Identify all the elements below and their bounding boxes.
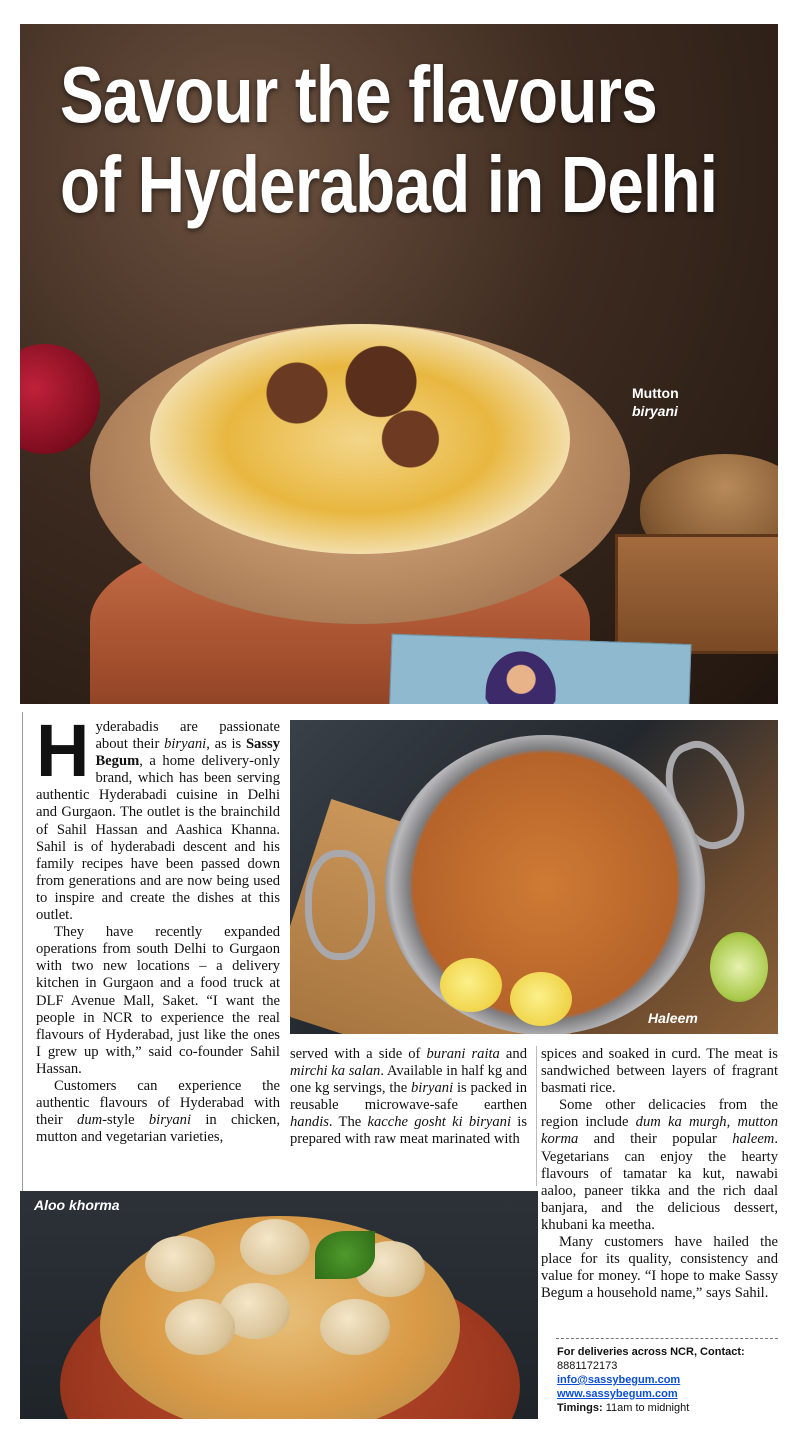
hero-photo-mutton-biryani [20,24,778,704]
text-run-italic: kacche gosht ki biryani [367,1114,512,1131]
lemon-slice [440,958,502,1012]
brand-name-bold: Sassy Begum [95,736,281,770]
contact-email-link[interactable]: info@sassybegum.com [557,1374,681,1386]
caption-aloo-khorma: Aloo khorma [34,1197,120,1213]
drop-cap: H [36,709,90,792]
caption-mutton-line-2: biryani [632,403,678,419]
contact-box [557,1345,779,1415]
article-paragraph-col3-2 [541,1097,778,1234]
column-divider-2 [536,1046,537,1186]
red-flower-decoration [20,344,100,454]
article-paragraph-col2 [290,1046,527,1149]
text-run: , as is [206,736,246,753]
text-run: yderabadis are passionate about their [95,719,280,753]
headline-line-1: Savour the flavours [60,50,657,139]
aloo-dumpling [145,1236,215,1292]
lemon-slice [510,972,572,1026]
text-run-italic: biryani [411,1080,454,1097]
timings-value: 11am to midnight [602,1402,690,1414]
article-paragraph-2: They have recently expanded operations from south Delhi to Gurgaon with two new locations – a delivery kitchen in Gurgaon and a food truck at DLF Avenue Mall, Saket. “I want the people in NCR to experience the real flavours of Hyderabad, just like the ones I grew up with,” said co-founder Sahil Hassan. [36,924,280,1077]
aloo-dumpling [165,1299,235,1355]
text-run: , [726,1114,738,1131]
contact-website-link[interactable]: www.sassybegum.com [557,1388,678,1400]
article-paragraph-1 [36,709,281,924]
headline-line-2: of Hyderabad in Delhi [60,140,718,229]
photo-haleem [290,720,778,1034]
text-run: and [499,1046,527,1062]
brand-tag-card [389,634,692,704]
text-run: is prepared with raw meat marinated with [290,1114,528,1148]
article-column-3 [541,1046,778,1302]
caption-haleem: Haleem [648,1010,698,1026]
text-run: . Vegetarians can enjoy the hearty flavours of tamatar ka kut, nawabi aaloo, paneer tikka and the rich daal banjara, and the delicious dessert, khubani ka meetha. [541,1131,778,1233]
text-run-italic: biryani [148,1112,192,1129]
brand-tag-illustration [484,650,557,704]
wooden-crate [615,534,778,654]
timings-row [557,1402,689,1414]
contact-heading: For deliveries across NCR, Contact: [557,1346,745,1358]
text-run-italic: biryani [164,736,207,753]
caption-mutton-line-1: Mutton [632,385,679,401]
biryani-rice [150,324,570,554]
pot-handle-left [305,850,375,960]
text-run: served with a side of [290,1046,427,1062]
text-run: Some other delicacies from the region include [541,1097,778,1131]
contact-divider [556,1338,778,1339]
aloo-dumpling [320,1299,390,1355]
article-paragraph-3 [36,1078,280,1146]
text-run: is packed in reusable microwave-safe earthen [290,1080,527,1114]
text-run: -style [102,1112,149,1129]
text-run: and their popular [578,1131,733,1148]
text-run-italic: dum ka murgh [635,1114,727,1131]
article-paragraph-col3-3: Many customers have hailed the place for its quality, consistency and value for money. “I hope to make Sassy Begum a household name,” says Sahil. [541,1234,778,1302]
text-run-italic: burani raita [426,1046,500,1062]
article-column-1 [36,709,281,1146]
text-run-italic: haleem [732,1131,775,1148]
headline [60,50,718,230]
caption-mutton-biryani [632,384,679,420]
text-run: , a home delivery-only brand, which has been serving authentic Hyderabadi cuisine in Delhi and Gurgaon. The outlet is the brainchild of Sahil Hassan and Aashica Khanna. Sahil is of hyderabadi descent and his family recipes have been passed down from generations and are now being used to inspire and create the dishes at this outlet. [36,753,280,924]
text-run: in chicken, mutton and vegetarian varieties, [36,1112,280,1146]
mint-garnish [315,1231,375,1279]
lime-wedge [710,932,768,1002]
text-run: Customers can experience the authentic flavours of Hyderabad with their [36,1077,280,1129]
text-run-italic: mutton korma [541,1114,778,1148]
text-run-italic: dum [77,1112,103,1129]
article-paragraph-col3-1: spices and soaked in curd. The meat is sandwiched between layers of fragrant basmati rice. [541,1046,778,1097]
photo-aloo-khorma [20,1191,538,1419]
contact-phone: 8881172173 [557,1360,618,1372]
column-divider [22,712,23,1192]
article-column-2 [290,1046,527,1149]
text-run-italic: mirchi ka salan [290,1063,381,1080]
timings-label: Timings: [557,1402,603,1414]
text-run: . The [328,1114,368,1131]
text-run: . Available in half kg and one kg servings, the [290,1063,527,1097]
aloo-dumpling [240,1219,310,1275]
text-run-italic: handis [290,1114,329,1131]
